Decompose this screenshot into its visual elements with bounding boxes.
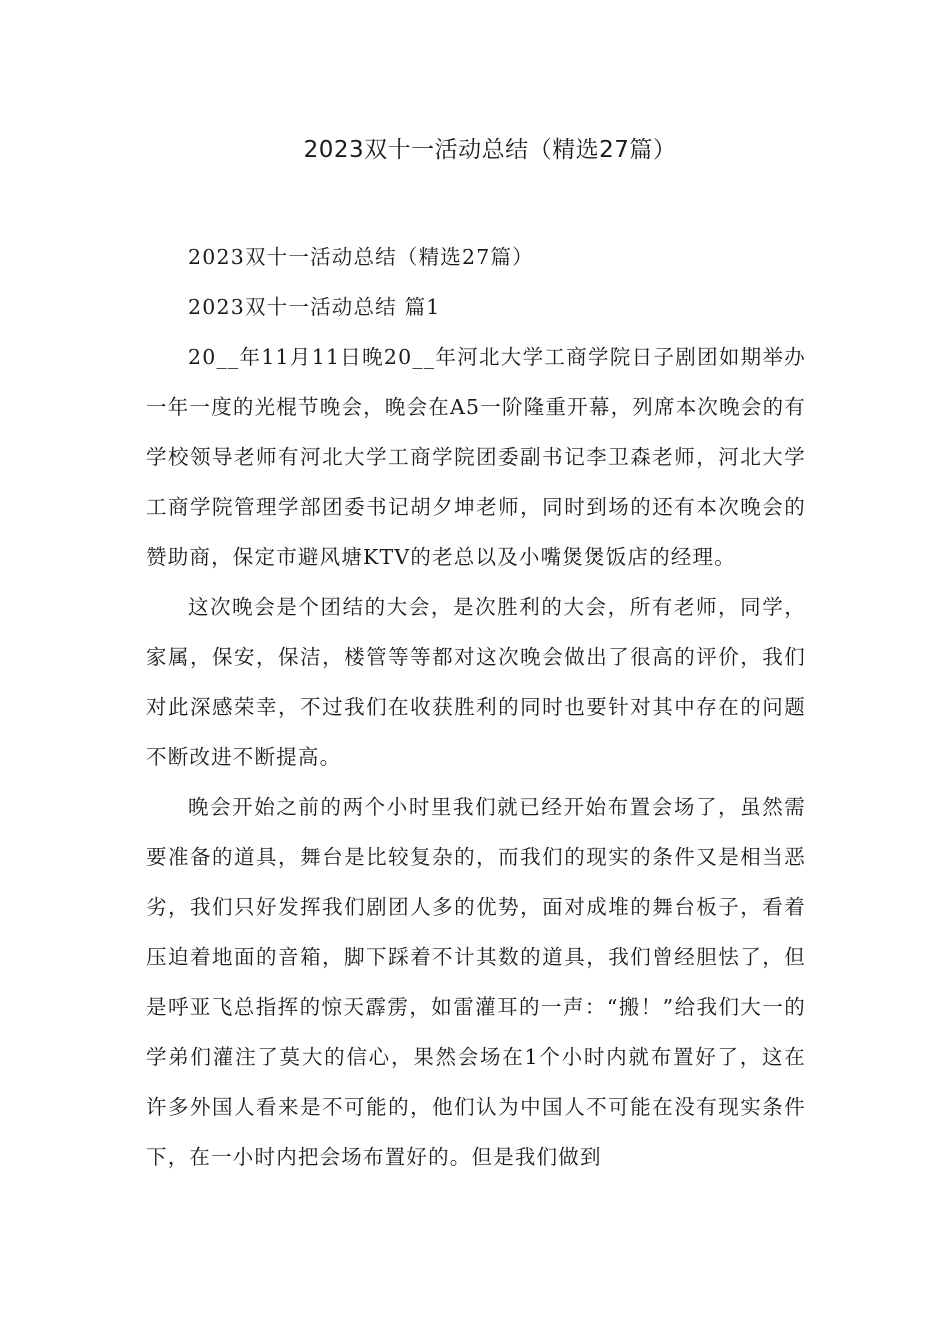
document-body [146,232,806,1182]
paragraph: 晚会开始之前的两个小时里我们就已经开始布置会场了，虽然需要准备的道具，舞台是比较复杂的，而我们的现实的条件又是相当恶劣，我们只好发挥我们剧团人多的优势，面对成堆的舞台板子，看着压迫着地面的音箱，脚下踩着不计其数的道具，我们曾经胆怯了，但是呼亚飞总指挥的惊天霹雳，如雷灌耳的一声：“搬！”给我们大一的学弟们灌注了莫大的信心，果然会场在1个小时内就布置好了，这在许多外国人看来是不可能的，他们认为中国人不可能在没有现实条件下，在一小时内把会场布置好的。但是我们做到 [146,795,806,1169]
paragraph: 这次晚会是个团结的大会，是次胜利的大会，所有老师，同学，家属，保安，保洁，楼管等等都对这次晚会做出了很高的评价，我们对此深感荣幸，不过我们在收获胜利的同时也要针对其中存在的问题不断改进不断提高。 [146,595,806,769]
paragraph-section-title: 2023双十一活动总结 篇1 [188,295,441,319]
paragraph-heading: 2023双十一活动总结（精选27篇） [188,245,534,269]
paragraph: 20__年11月11日晚20__年河北大学工商学院日子剧团如期举办一年一度的光棍节晚会，晚会在A5一阶隆重开幕，列席本次晚会的有学校领导老师有河北大学工商学院团委副书记李卫森老师，河北大学工商学院管理学部团委书记胡夕坤老师，同时到场的还有本次晚会的赞助商，保定市避风塘KTV的老总以及小嘴煲煲饭店的经理。 [146,345,806,569]
document-title: 2023双十一活动总结（精选27篇） [303,137,677,163]
